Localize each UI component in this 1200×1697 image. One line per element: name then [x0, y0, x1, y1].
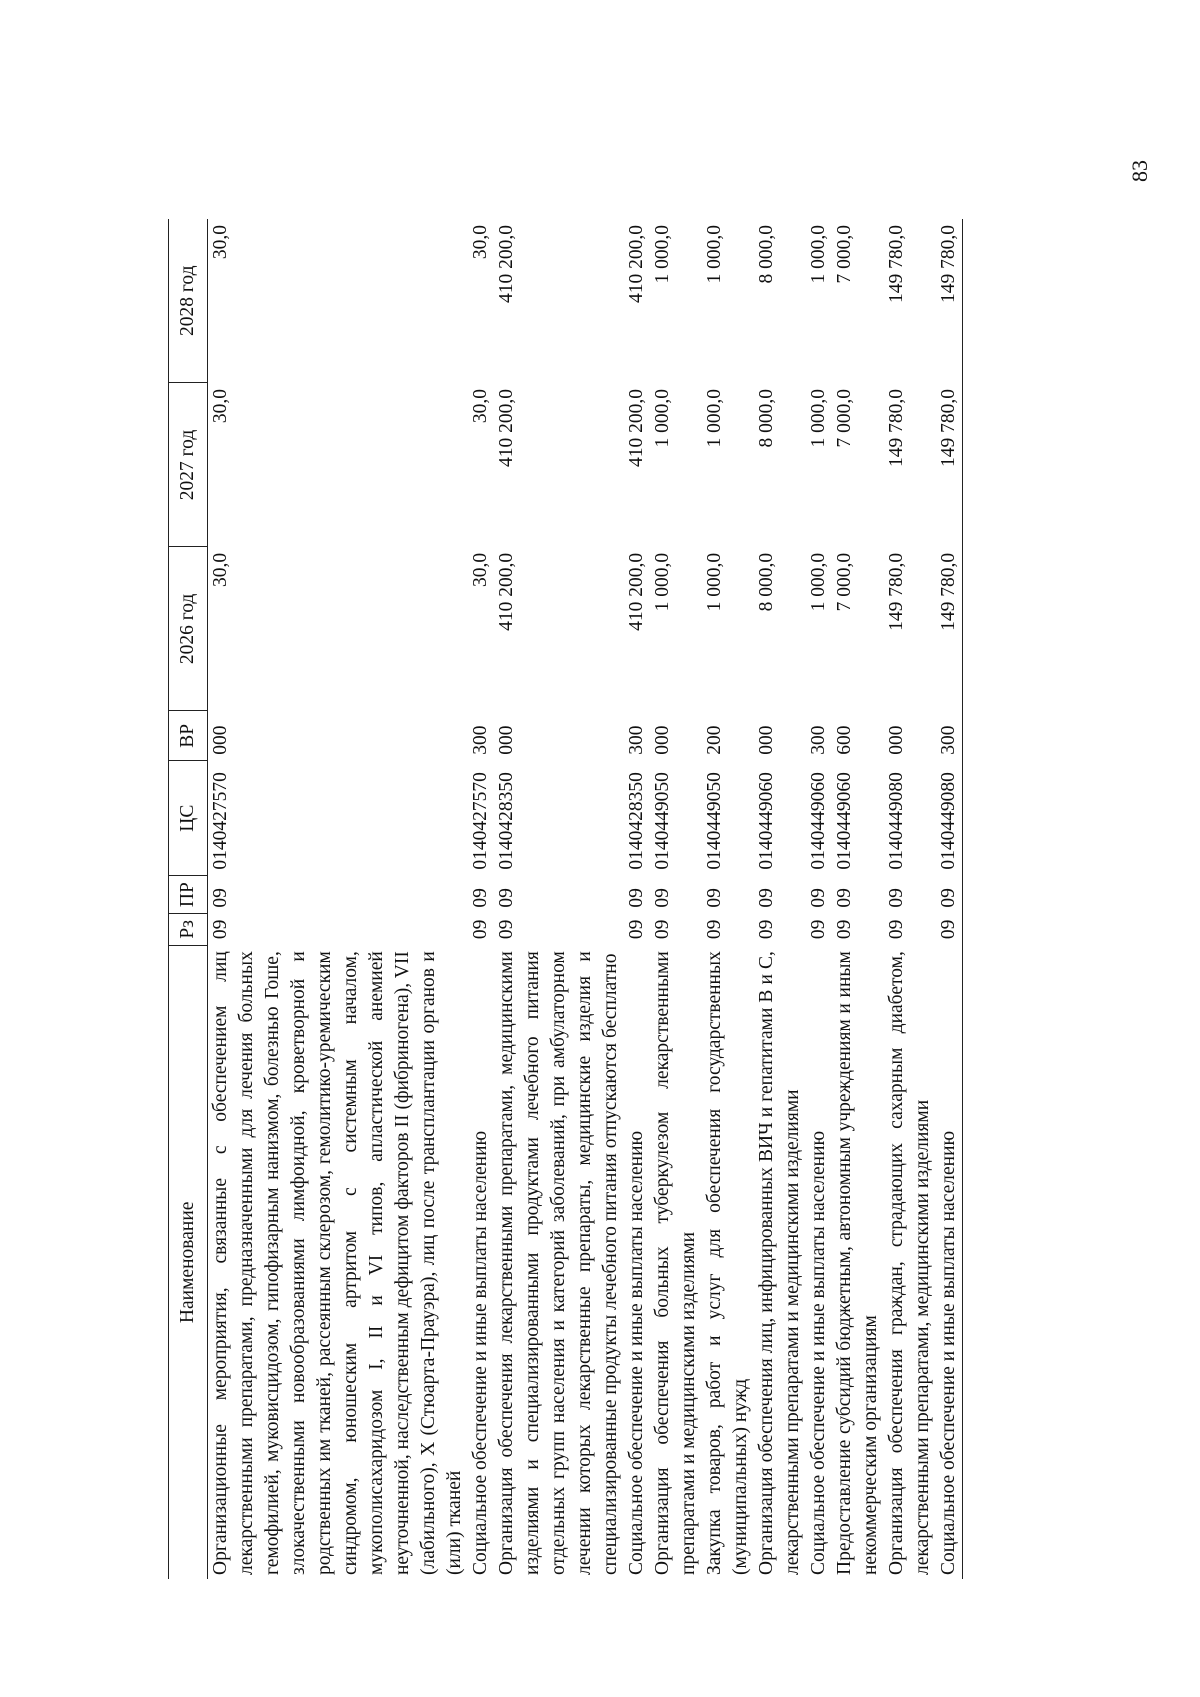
- row-2027: 149 780,0: [886, 388, 907, 467]
- row-name: Предоставление субсидий бюджетным, автономным учреждениям и иным некоммерческим организациям: [834, 951, 881, 1575]
- budget-table: [168, 219, 963, 1579]
- row-cs: 0140428350: [496, 772, 517, 870]
- row-pr: 09: [652, 888, 673, 908]
- row-2027: 30,0: [210, 388, 231, 424]
- row-rz: 09: [470, 919, 491, 940]
- row-pr: 09: [470, 888, 491, 908]
- table-row: [936, 219, 963, 1579]
- row-2028: 1 000,0: [652, 225, 673, 284]
- row-cs: 0140427570: [210, 772, 231, 870]
- page-number: 83: [1127, 160, 1152, 182]
- table-row: [624, 219, 650, 1579]
- header-pr: ПР: [169, 876, 208, 914]
- row-2026: 1 000,0: [652, 552, 673, 612]
- row-pr: 09: [496, 888, 517, 908]
- row-2026: 149 780,0: [886, 552, 907, 631]
- row-vr: 300: [626, 725, 647, 755]
- row-name: Социальное обеспечение и иные выплаты населению: [470, 1130, 491, 1575]
- row-2027: 1 000,0: [808, 388, 829, 448]
- row-rz: 09: [886, 919, 907, 940]
- row-name: Социальное обеспечение и иные выплаты населению: [808, 1130, 829, 1575]
- row-2028: 30,0: [470, 225, 491, 260]
- row-2027: 1 000,0: [704, 388, 725, 448]
- row-2026: 410 200,0: [496, 552, 517, 631]
- row-pr: 09: [886, 888, 907, 908]
- row-2027: 410 200,0: [626, 388, 647, 467]
- row-rz: 09: [936, 914, 963, 946]
- header-2027: 2027 год: [169, 383, 208, 547]
- row-2026: 30,0: [470, 552, 491, 588]
- row-pr: 09: [936, 876, 963, 914]
- row-2028: 1 000,0: [704, 225, 725, 284]
- row-vr: 000: [886, 725, 907, 755]
- row-2027: 7 000,0: [834, 388, 855, 448]
- row-2026: 410 200,0: [626, 552, 647, 631]
- row-2028: 7 000,0: [834, 225, 855, 284]
- row-pr: 09: [626, 888, 647, 908]
- row-cs: 0140449080: [936, 761, 963, 876]
- row-vr: 600: [834, 725, 855, 755]
- table-row: [468, 219, 494, 1579]
- row-rz: 09: [210, 919, 231, 940]
- table-row: [806, 219, 832, 1579]
- row-rz: 09: [808, 919, 829, 940]
- table-row: [208, 219, 469, 1579]
- table-row: [884, 219, 936, 1579]
- row-rz: 09: [834, 919, 855, 940]
- table-row: [702, 219, 754, 1579]
- row-name: Организация обеспечения граждан, страдающих сахарным диабетом, лекарственными препаратами, медицинскими изделиями: [886, 951, 933, 1575]
- table-row: [650, 219, 702, 1579]
- row-2026: 1 000,0: [704, 552, 725, 612]
- row-name: Организация обеспечения лиц, инфицированных ВИЧ и гепатитами В и С, лекарственными препаратами и медицинскими изделиями: [756, 951, 803, 1575]
- row-pr: 09: [210, 888, 231, 908]
- row-vr: 000: [496, 725, 517, 755]
- row-2026: 7 000,0: [834, 552, 855, 612]
- row-2027: 1 000,0: [652, 388, 673, 448]
- row-pr: 09: [756, 888, 777, 908]
- row-2028: 8 000,0: [756, 225, 777, 284]
- header-cs: ЦС: [169, 761, 208, 876]
- row-cs: 0140449060: [834, 772, 855, 870]
- row-cs: 0140449080: [886, 772, 907, 870]
- row-2027: 30,0: [470, 388, 491, 424]
- row-2028: 410 200,0: [496, 225, 517, 303]
- table-row: [494, 219, 624, 1579]
- table-row: [832, 219, 884, 1579]
- row-cs: 0140449060: [808, 772, 829, 870]
- row-name: Закупка товаров, работ и услуг для обеспечения государственных (муниципальных) нужд: [704, 951, 751, 1575]
- row-name: Социальное обеспечение и иные выплаты населению: [626, 1130, 647, 1575]
- row-2028: 410 200,0: [626, 225, 647, 303]
- row-2026: 149 780,0: [936, 547, 963, 711]
- row-cs: 0140428350: [626, 772, 647, 870]
- row-2027: 8 000,0: [756, 388, 777, 448]
- row-name: Социальное обеспечение и иные выплаты населению: [936, 945, 963, 1579]
- row-vr: 000: [756, 725, 777, 755]
- row-cs: 0140449050: [652, 772, 673, 870]
- row-vr: 300: [936, 711, 963, 761]
- row-2026: 8 000,0: [756, 552, 777, 612]
- row-vr: 000: [652, 725, 673, 755]
- row-vr: 000: [210, 725, 231, 755]
- row-rz: 09: [756, 919, 777, 940]
- row-2026: 1 000,0: [808, 552, 829, 612]
- header-2028: 2028 год: [169, 219, 208, 383]
- row-name: Организационные мероприятия, связанные с обеспечением лиц лекарственными препаратами, предназначенными для лечения больных гемофилией, муковисцидозом, гипофизарным нанизмом, болезнью Гоше, злокачественными новообразованиями лимфоидной, кроветворной и родственных им тканей, рассеянным склерозом, гемолитико-уремическим синдромом, юношеским артритом с системным началом, мукополисахаридозом I, II и VI типов, апластической анемией неуточненной, наследственным дефицитом факторов II (фибриногена), VII (лабильного), X (Стюарта-Прауэра), лиц после трансплантации органов и (или) тканей: [210, 951, 465, 1575]
- row-2028: 30,0: [210, 225, 231, 260]
- header-row: [169, 219, 208, 1579]
- row-pr: 09: [704, 888, 725, 908]
- row-name: Организация обеспечения больных туберкулезом лекарственными препаратами и медицинскими изделиями: [652, 951, 699, 1575]
- row-2028: 149 780,0: [886, 225, 907, 303]
- row-2027: 149 780,0: [936, 383, 963, 547]
- row-cs: 0140449060: [756, 772, 777, 870]
- row-rz: 09: [704, 919, 725, 940]
- row-2028: 1 000,0: [808, 225, 829, 284]
- header-2026: 2026 год: [169, 547, 208, 711]
- header-rz: Рз: [169, 914, 208, 946]
- row-vr: 300: [808, 725, 829, 755]
- row-2028: 149 780,0: [936, 219, 963, 383]
- row-pr: 09: [834, 888, 855, 908]
- row-vr: 200: [704, 725, 725, 755]
- row-cs: 0140449050: [704, 772, 725, 870]
- row-pr: 09: [808, 888, 829, 908]
- row-rz: 09: [496, 919, 517, 940]
- row-name: Организация обеспечения лекарственными препаратами, медицинскими изделиями и специализированными продуктами лечебного питания отдельных групп населения и категорий заболеваний, при амбулаторном лечении которых лекарственные препараты, медицинские изделия и специализированные продукты лечебного питания отпускаются бесплатно: [496, 951, 621, 1575]
- header-vr: ВР: [169, 711, 208, 761]
- row-2026: 30,0: [210, 552, 231, 588]
- table-row: [754, 219, 806, 1579]
- row-rz: 09: [652, 919, 673, 940]
- row-cs: 0140427570: [470, 772, 491, 870]
- row-rz: 09: [626, 919, 647, 940]
- header-name: Наименование: [169, 945, 208, 1579]
- row-2027: 410 200,0: [496, 388, 517, 467]
- row-vr: 300: [470, 725, 491, 755]
